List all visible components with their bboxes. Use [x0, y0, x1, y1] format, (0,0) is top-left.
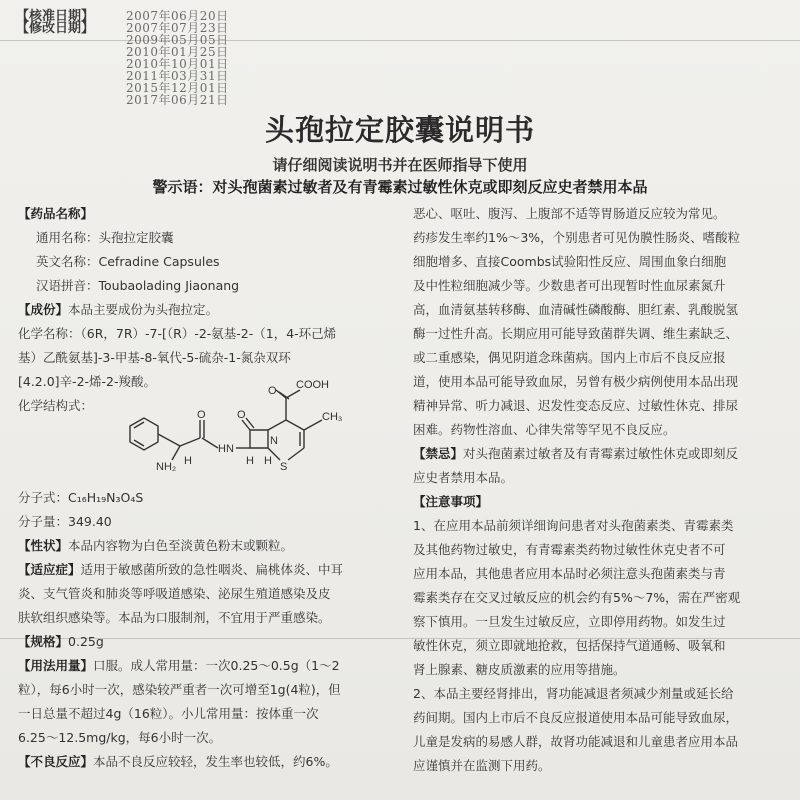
- contraindications: [413, 442, 783, 466]
- precautions-line: 察下慎用。一旦发生过敏反应，立即停用药物。如发生过: [413, 614, 726, 629]
- adverse-line: 困难。药物性溶血、心律失常等罕见不良反应。: [413, 422, 676, 437]
- precautions-line: 儿童是发病的易感人群，故肾功能减退和儿童患者应用本品: [413, 734, 739, 749]
- adverse-line: 道，使用本品可能导致血尿，另曾有极少病例使用本品出现: [413, 374, 739, 389]
- pinyin-name: 汉语拼音：Toubaolading Jiaonang: [36, 278, 240, 293]
- left-column: [18, 202, 396, 774]
- indications: [18, 558, 396, 582]
- adverse-reactions: [18, 750, 396, 774]
- dosage-tag: 【用法用量】: [18, 658, 94, 673]
- dosage-line: 一日总量不超过4g（16粒）。小儿常用量：按体重一次: [18, 706, 319, 721]
- composition-text: 本品主要成份为头孢拉定。: [68, 302, 219, 317]
- revision-date-label: 【修改日期】: [16, 21, 95, 36]
- dosage-text: 口服。成人常用量：一次0.25～0.5g（1～2: [93, 658, 340, 673]
- warning-statement: 警示语：对头孢菌素过敏者及有青霉素过敏性休克或即刻反应史者禁用本品: [152, 178, 648, 196]
- precautions-line: 2、本品主要经肾排出，肾功能减退者须减少剂量或延长给: [413, 686, 734, 701]
- o-label: O: [197, 409, 206, 421]
- spec-text: 0.25g: [68, 634, 104, 649]
- dosage-line: 粒），每6小时一次，感染较严重者一次可增至1g(4粒)，但: [18, 682, 341, 697]
- composition: [18, 298, 396, 322]
- revision-date: 2009年05月05日: [126, 33, 229, 47]
- adverse-line: 高，血清氨基转移酶、血清碱性磷酸酶、胆红素、乳酸脱氢: [413, 302, 739, 317]
- revision-date: 2010年01月25日: [126, 45, 229, 59]
- cooh-label: COOH: [296, 379, 329, 391]
- adverse-line: 精神异常、听力减退、迟发性变态反应、过敏性休克、排尿: [413, 398, 739, 413]
- generic-name: 通用名称：头孢拉定胶囊: [36, 230, 174, 245]
- english-name: 英文名称：Cefradine Capsules: [36, 254, 220, 269]
- adverse-line: 细胞增多、直接Coombs试验阳性反应、周围血象白细胞: [413, 254, 727, 269]
- nh2-label: NH₂: [156, 461, 177, 473]
- precautions-line: 1、在应用本品前须详细询问患者对头孢菌素类、青霉素类: [413, 518, 734, 533]
- s-label: S: [280, 461, 288, 473]
- hn-label: HN: [218, 443, 234, 455]
- properties-text: 本品内容物为白色至淡黄色粉末或颗粒。: [68, 538, 294, 553]
- document-title: 头孢拉定胶囊说明书: [264, 113, 535, 147]
- n-label: N: [270, 435, 278, 447]
- o-label: O: [268, 385, 277, 397]
- precautions-line: 肾上腺素、糖皮质激素的应用等措施。: [413, 662, 626, 677]
- revision-date: 2011年03月31日: [126, 69, 229, 83]
- adverse-line: 药疹发生率约1%～3%，个别患者可见伪膜性肠炎、嗜酸粒: [413, 230, 741, 245]
- molecular-formula: 分子式：C₁₆H₁₉N₃O₄S: [18, 490, 144, 505]
- right-column: [413, 202, 783, 778]
- contra-line: 应史者禁用本品。: [413, 470, 514, 485]
- adverse-line: 及中性粒细胞减少等。少数患者可出现暂时性血尿素氮升: [413, 278, 726, 293]
- revision-date: 2015年12月01日: [126, 81, 229, 95]
- precautions-line: 药间期。国内上市后不良反应报道使用本品可能导致血尿，: [413, 710, 739, 725]
- adverse-line: 酶一过性升高。长期应用可能导致菌群失调、维生素缺乏、: [413, 326, 739, 341]
- precautions-line: 应用本品，其他患者应用本品时必须注意头孢菌素类与青: [413, 566, 726, 581]
- document-subtitle: 请仔细阅读说明书并在医师指导下使用: [272, 156, 528, 174]
- indications-line: 炎、支气管炎和肺炎等呼吸道感染、泌尿生殖道感染及皮: [18, 586, 331, 601]
- dates-block: [16, 10, 266, 106]
- specification: [18, 630, 396, 654]
- contra-text: 对头孢菌素过敏者及有青霉素过敏性休克或即刻反: [463, 446, 739, 461]
- chemical-name-line: 基）乙酰氨基]-3-甲基-8-氧代-5-硫杂-1-氮杂双环: [18, 350, 291, 365]
- contra-tag: 【禁忌】: [413, 446, 464, 461]
- properties-tag: 【性状】: [18, 538, 69, 553]
- h-label: H: [264, 455, 272, 467]
- spec-tag: 【规格】: [18, 634, 69, 649]
- structure-label: 化学结构式：: [18, 398, 94, 413]
- adverse-tag: 【不良反应】: [18, 754, 94, 769]
- approval-date: 2007年06月20日: [126, 9, 229, 23]
- precautions-line: 应谨慎并在监测下用药。: [413, 758, 551, 773]
- composition-tag: 【成份】: [18, 302, 69, 317]
- indications-tag: 【适应症】: [18, 562, 81, 577]
- h-label: H: [246, 455, 254, 467]
- precautions-line: 及其他药物过敏史，有青霉素类药物过敏性休克史者不可: [413, 542, 726, 557]
- indications-line: 肤软组织感染等。本品为口服制剂，不宜用于严重感染。: [18, 610, 331, 625]
- revision-date: 2017年06月21日: [126, 93, 229, 107]
- dosage: [18, 654, 396, 678]
- properties: [18, 534, 396, 558]
- approval-date-label: 【核准日期】: [16, 9, 95, 24]
- revision-date: 2010年10月01日: [126, 57, 229, 71]
- precautions-line: 敏性休克，须立即就地抢救，包括保持气道通畅、吸氧和: [413, 638, 726, 653]
- revision-date: 2007年07月23日: [126, 21, 229, 35]
- adverse-line: 恶心、呕吐、腹泻、上腹部不适等胃肠道反应较为常见。: [413, 206, 726, 221]
- adverse-line: 或二重感染，偶见阴道念珠菌病。国内上市后不良反应报: [413, 350, 726, 365]
- precautions-line: 霉素类存在交叉过敏反应的机会约有5%～7%，需在严密观: [413, 590, 741, 605]
- o-label: O: [237, 409, 246, 421]
- drug-name-header: 【药品名称】: [18, 206, 94, 221]
- dosage-line: 6.25～12.5mg/kg，每6小时一次。: [18, 730, 222, 745]
- beta-lactam-ring: [250, 430, 268, 448]
- h-label: H: [184, 455, 192, 467]
- precautions-header: 【注意事项】: [413, 494, 489, 509]
- chemical-name-line: [4.2.0]辛-2-烯-2-羧酸。: [18, 374, 157, 389]
- cefradine-structure-diagram: [100, 364, 390, 488]
- chemical-name-line: 化学名称：（6R，7R）-7-[（R）-2-氨基-2-（1，4-环己烯: [18, 326, 337, 341]
- molecular-weight: 分子量：349.40: [18, 514, 112, 529]
- indications-text: 适用于敏感菌所致的急性咽炎、扁桃体炎、中耳: [80, 562, 344, 577]
- ch3-label: CH₃: [322, 411, 343, 423]
- adverse-text: 本品不良反应较轻，发生率也较低，约6%。: [93, 754, 338, 769]
